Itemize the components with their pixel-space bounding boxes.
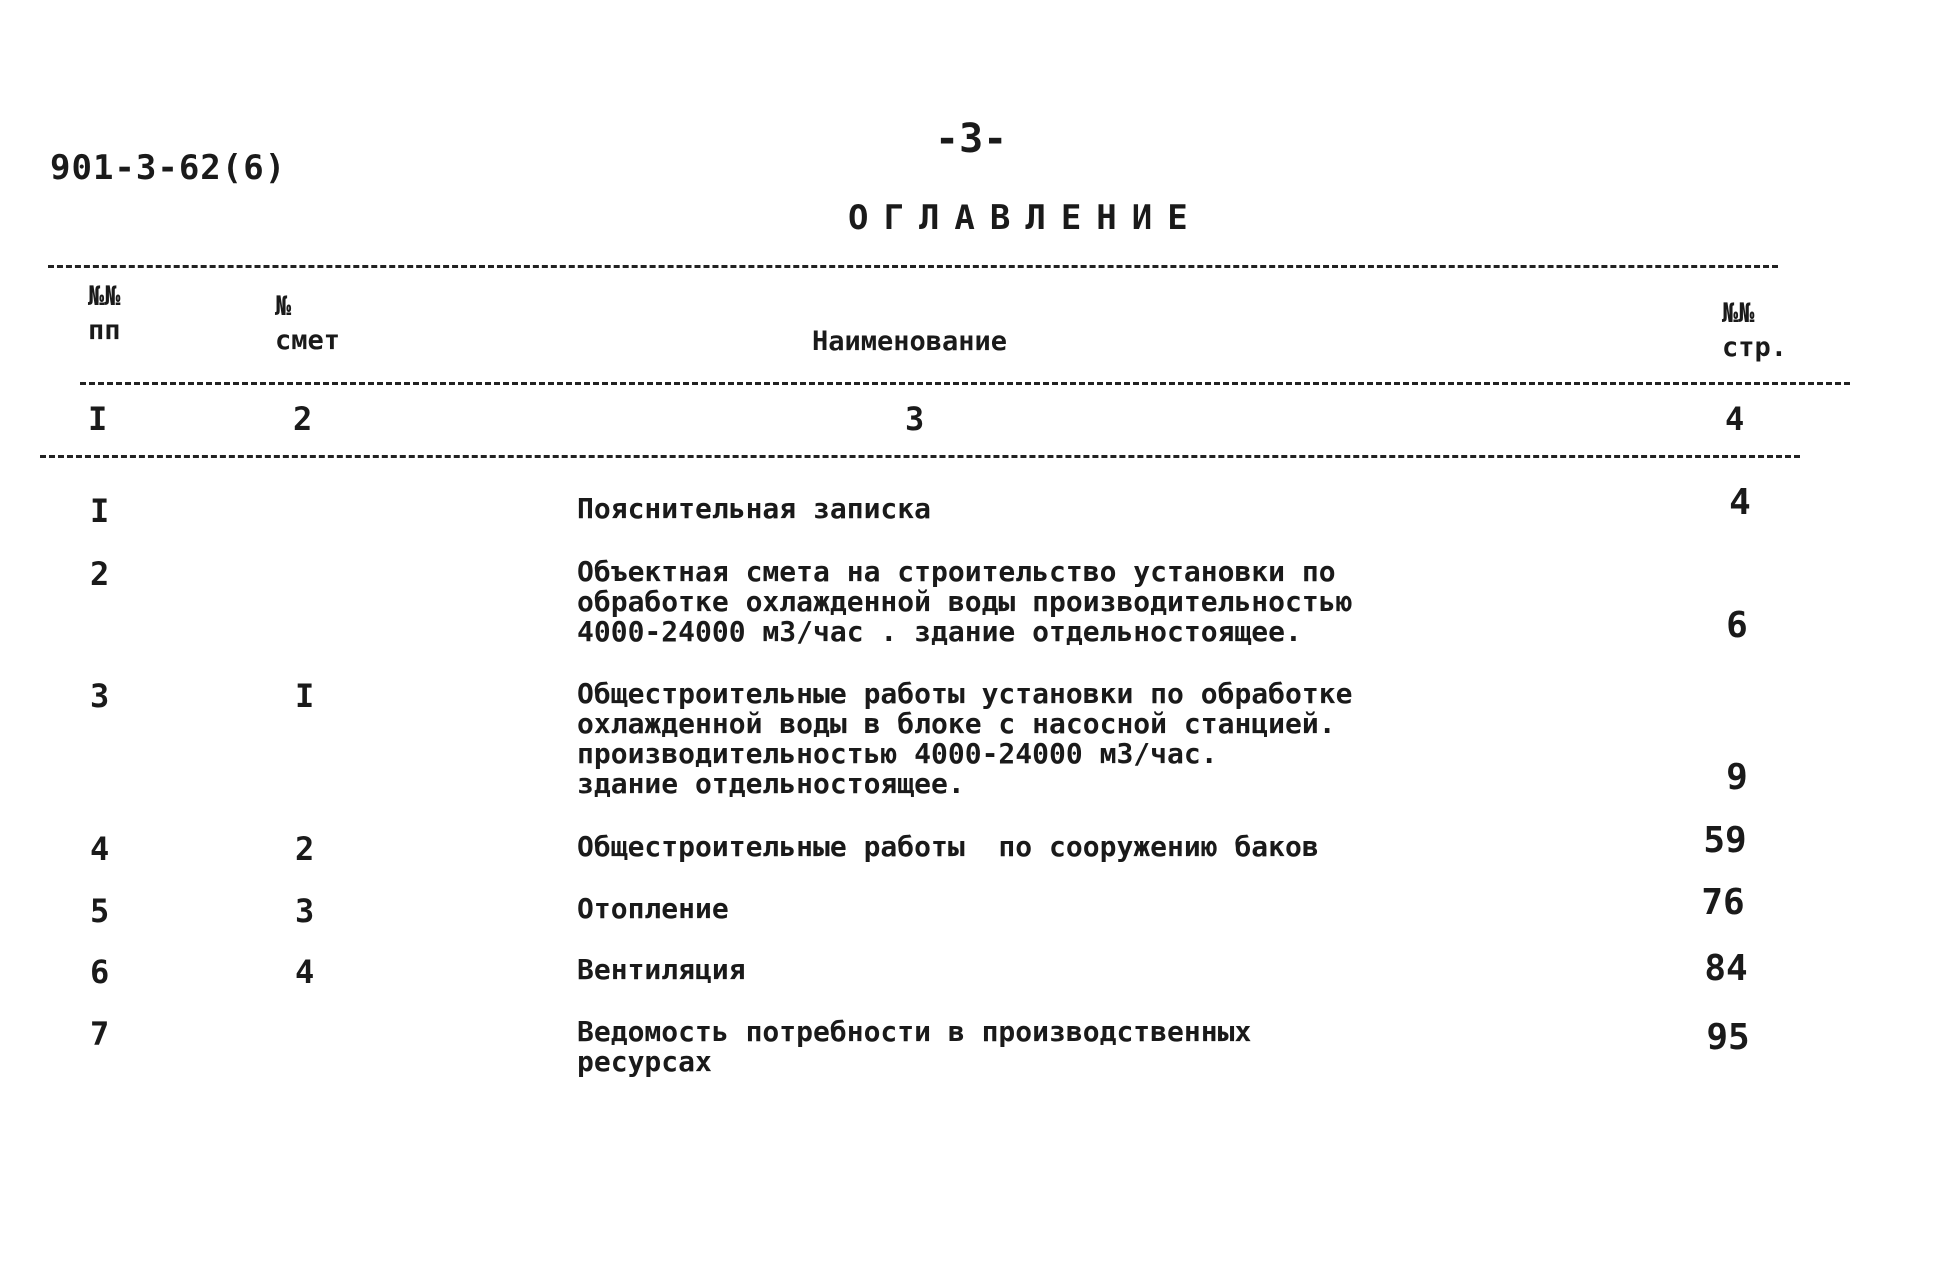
column-header-page: №№ стр. — [1722, 298, 1788, 363]
column-number-3: 3 — [905, 400, 925, 438]
row-number: 5 — [90, 892, 110, 930]
row-page: 4 — [1729, 482, 1751, 523]
column-number-rule — [40, 455, 1800, 458]
row-number: 2 — [90, 555, 110, 593]
row-estimate: 4 — [295, 953, 315, 991]
table-top-rule — [48, 265, 1778, 268]
column-number-4: 4 — [1725, 400, 1745, 438]
row-name: Общестроительные работы по сооружению баков — [577, 830, 1319, 863]
document-code: 901-3-62(6) — [50, 148, 287, 188]
row-number: 3 — [90, 677, 110, 715]
row-page: 9 — [1726, 757, 1748, 798]
row-page: 95 — [1706, 1017, 1750, 1058]
row-name: Объектная смета на строительство установки по обработке охлажденной воды производительностью 4000-24000 м3/час . здание отдельностоящее. — [577, 555, 1353, 648]
row-number: 6 — [90, 953, 110, 991]
row-name: Ведомость потребности в производственных ресурсах — [577, 1015, 1252, 1078]
header-rule — [80, 382, 1850, 385]
row-estimate: I — [295, 677, 315, 715]
row-estimate: 3 — [295, 892, 315, 930]
row-page: 76 — [1701, 882, 1745, 923]
toc-title: ОГЛАВЛЕНИЕ — [848, 198, 1203, 238]
column-header-name: Наименование — [812, 326, 1008, 357]
row-page: 84 — [1704, 948, 1748, 989]
row-page: 59 — [1703, 820, 1747, 861]
row-number: 4 — [90, 830, 110, 868]
row-number: 7 — [90, 1015, 110, 1053]
column-header-estimate: № смет — [275, 291, 341, 356]
row-name: Пояснительная записка — [577, 492, 932, 525]
row-estimate: 2 — [295, 830, 315, 868]
row-name: Отопление — [577, 892, 729, 925]
page-number: -3- — [935, 116, 1008, 162]
row-name: Вентиляция — [577, 953, 746, 986]
column-number-2: 2 — [293, 400, 313, 438]
row-page: 6 — [1726, 605, 1748, 646]
column-number-1: I — [88, 400, 108, 438]
row-number: I — [90, 492, 110, 530]
column-header-number: №№ пп — [88, 281, 121, 346]
row-name: Общестроительные работы установки по обработке охлажденной воды в блоке с насосной станцией. производительностью 4000-24000 м3/час. здание отдельностоящее. — [577, 677, 1353, 800]
